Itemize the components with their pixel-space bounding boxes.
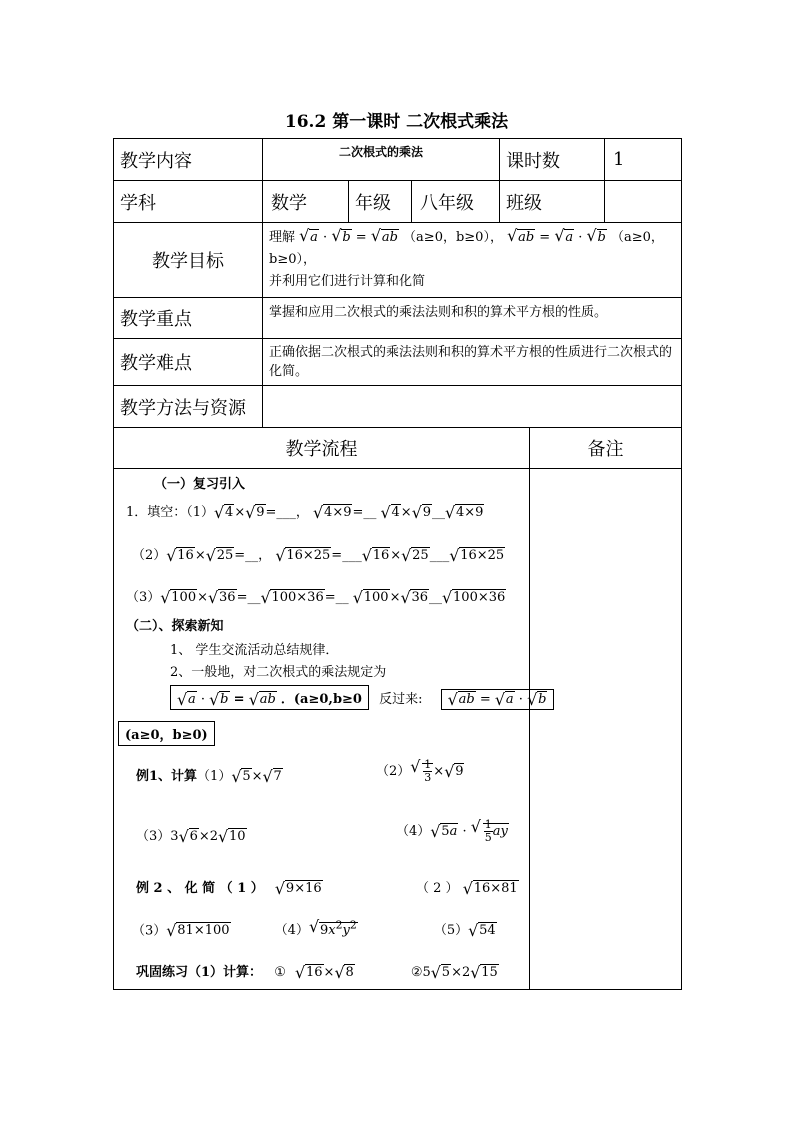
point-1: 1、 学生交流活动总结规律． <box>170 643 339 658</box>
grade-value: 八年级 <box>412 181 500 223</box>
condition-box: (a≥0，b≥0) <box>118 721 215 746</box>
sqrt-b-2: √ b <box>588 227 607 249</box>
key-label: 教学重点 <box>114 298 263 339</box>
example-2-line2: （3）√ 81×100 （4）√ $9x^2y^2$ （5）√ 54 <box>132 919 497 938</box>
sqrt-a-2: √ a <box>555 227 574 249</box>
section2-title: （二）、探索新知 <box>126 619 224 634</box>
content-label: 教学内容 <box>114 139 263 181</box>
notes-content <box>530 469 682 990</box>
example-2-line1: 例 2 、 化 简 （ 1 ） √ 9×16 <box>136 877 323 896</box>
question-1: 1．填空：（1）√ 4×√ 9=___， √ 4×9=__ √ 4×√ 9__√ 4×9 <box>126 501 484 520</box>
reverse-rule-box: √ ab = √ a · √ b <box>441 689 555 710</box>
sqrt-ab: √ ab <box>372 227 399 249</box>
method-value <box>263 386 682 428</box>
section1-title: （一）复习引入 <box>154 477 246 492</box>
method-label: 教学方法与资源 <box>114 386 263 428</box>
notes-label: 备注 <box>530 428 682 469</box>
page-title: 16.2 第一课时 二次根式乘法 <box>284 112 509 132</box>
example-1-part4: （4）√ 5a · √ $\frac{1}{5}$ ay <box>396 819 509 844</box>
sqrt-b: √ b <box>332 227 351 249</box>
example-1-line1: 例1、计算（1）√ 5×√ 7 <box>136 765 283 784</box>
lesson-plan-table <box>113 138 682 990</box>
example-1-part3: （3）3√ 6×2√ 10 <box>136 825 247 844</box>
sqrt-ab-2: √ ab <box>508 227 535 249</box>
class-label: 班级 <box>500 181 605 223</box>
goal-line2: 并利用它们进行计算和化简 <box>269 274 426 289</box>
practice-row: 巩固练习（1）计算： ① √ 16×√ 8 ②5√ 5×2√ 15 <box>136 961 499 980</box>
example-2-part2: （ 2 ） √ 16×81 <box>416 877 519 896</box>
goal-label: 教学目标 <box>114 223 263 298</box>
example-1-part2: （2） √ $\frac{1}{3}$ ×√ 9 <box>376 759 464 784</box>
sqrt-a: √ a <box>300 227 319 249</box>
subject-label: 学科 <box>114 181 263 223</box>
flow-label: 教学流程 <box>114 428 530 469</box>
content-value: 二次根式的乘法 <box>263 139 500 181</box>
goal-cond1: （a≥0，b≥0）， <box>403 230 503 245</box>
question-2: （2）√ 16×√ 25=__， √ 16×25=___√ 16×√ 25___√ 16×25 <box>132 544 505 563</box>
key-value: 掌握和应用二次根式的乘法法则和积的算术平方根的性质。 <box>263 298 682 339</box>
goal-value: 理解 √ a · √ b = √ ab （a≥0，b≥0）， √ ab = √ a · √ b （a≥0，b≥0）， 并利用它们进行计算和化简 <box>263 223 682 298</box>
goal-cond2: （a≥0，b≥0）， <box>269 230 664 267</box>
difficulty-label: 教学难点 <box>114 339 263 386</box>
class-value <box>605 181 682 223</box>
hours-value: 1 <box>605 139 682 181</box>
point-2: 2、一般地，对二次根式的乘法规定为 <box>170 665 387 680</box>
question-3: （3）√ 100×√ 36=__√ 100×36=__ √ 100×√ 36__√ 100×36 <box>126 586 506 605</box>
flow-content <box>114 469 547 990</box>
goal-prefix: 理解 <box>269 230 296 245</box>
difficulty-value: 正确依据二次根式的乘法法则和积的算术平方根的性质进行二次根式的化简。 <box>263 339 682 386</box>
grade-label: 年级 <box>349 181 412 223</box>
rule-box: √ a · √ b = √ ab ．(a≥0,b≥0 <box>170 685 369 710</box>
hours-label: 课时数 <box>500 139 605 181</box>
rule-row: √ a · √ b = √ ab ．(a≥0,b≥0 反过来: √ ab = √ a · √ b <box>170 685 554 710</box>
subject-value: 数学 <box>263 181 349 223</box>
